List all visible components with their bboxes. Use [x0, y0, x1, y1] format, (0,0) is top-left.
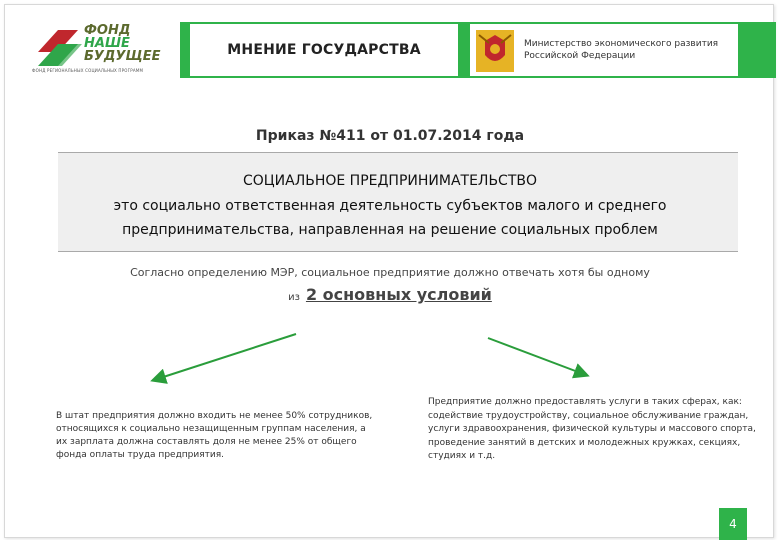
order-reference: Приказ №411 от 01.07.2014 года [255, 128, 525, 144]
ministry-name: Министерство экономического развития Российской Федерации [524, 39, 719, 61]
page-title: МНЕНИЕ ГОСУДАРСТВА [190, 24, 458, 76]
conditions-heading [0, 285, 780, 304]
left-condition-text: В штат предприятия должно входить не менее 50% сотрудников, относящихся к социально незащищенным группам населения, а их зарплата должна составлять доля не менее 25% от общего фонда оплаты труда предприятия. [56, 411, 373, 460]
conditions-from: из [288, 292, 300, 303]
right-condition-text: Предприятие должно предоставлять услуги в таких сферах, как: содействие трудоустройству, социальное обслуживание граждан, услуги здравоохранения, физической культуры и массового спорта, проведение занятий в детских и молодежных кружках, секциях, студиях и т.д. [428, 397, 756, 461]
definition-text-line1: это социально ответственная деятельность субъектов малого и среднего [113, 198, 667, 214]
coat-of-arms-icon [475, 29, 515, 73]
conditions-intro: Согласно определению МЭР, социальное предприятие должно отвечать хотя бы одному [130, 266, 650, 279]
page-number: 4 [719, 508, 747, 540]
conditions-count: 2 основных условий [305, 285, 492, 304]
logo-caption: ФОНД РЕГИОНАЛЬНЫХ СОЦИАЛЬНЫХ ПРОГРАММ [32, 68, 144, 73]
definition-title: СОЦИАЛЬНОЕ ПРЕДПРИНИМАТЕЛЬСТВО [242, 173, 538, 189]
ministry-block [470, 24, 738, 76]
definition-text-line2: предпринимательства, направленная на решение социальных проблем [122, 222, 658, 238]
logo-wordmark: ФОНД НАШЕ БУДУЩЕЕ [84, 23, 161, 64]
